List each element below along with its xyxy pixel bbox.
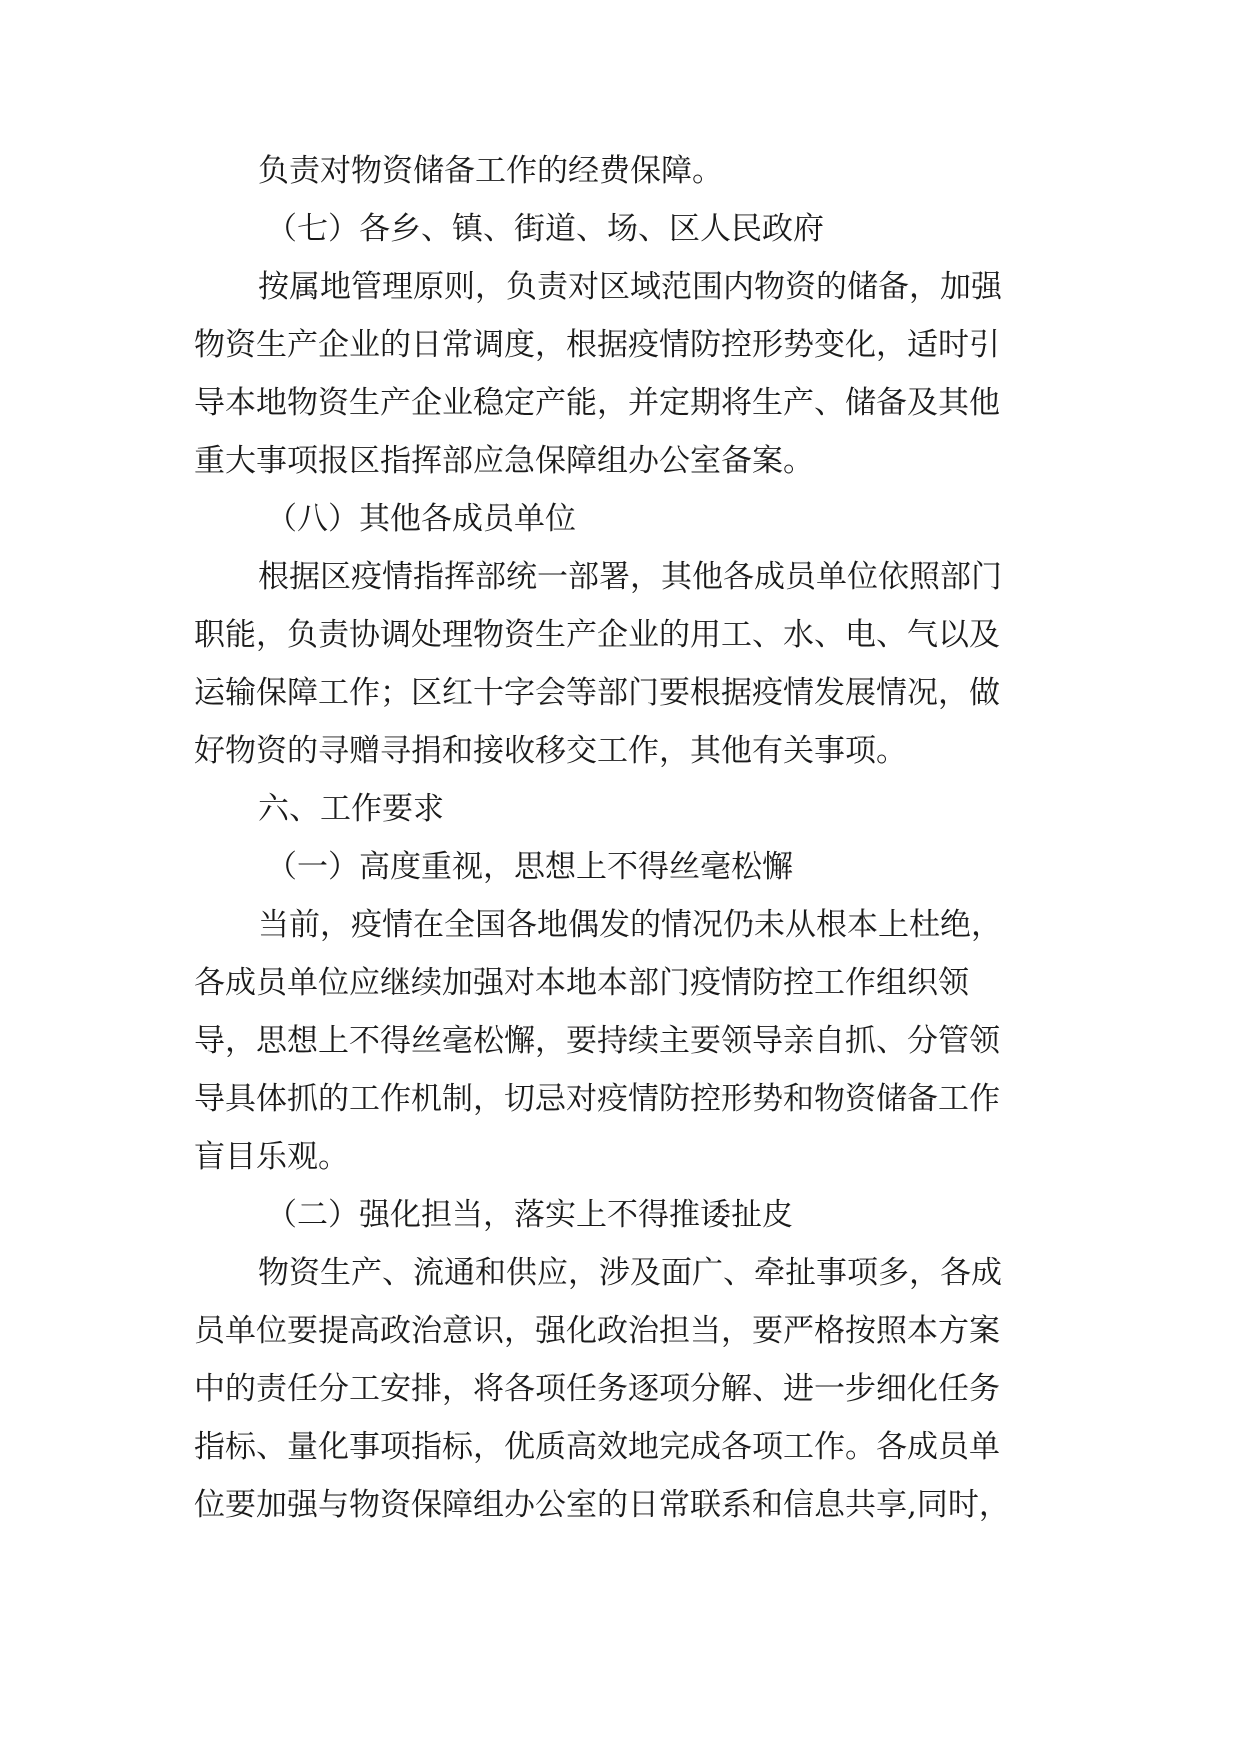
paragraph-line: 职能，负责协调处理物资生产企业的用工、水、电、气以及 — [194, 617, 1000, 653]
paragraph-line: 导本地物资生产企业稳定产能，并定期将生产、储备及其他 — [194, 385, 1000, 421]
paragraph-line: 物资生产企业的日常调度，根据疫情防控形势变化，适时引 — [194, 327, 1000, 363]
paragraph-line: 重大事项报区指挥部应急保障组办公室备案。 — [194, 443, 814, 479]
paragraph-line: 运输保障工作；区红十字会等部门要根据疫情发展情况，做 — [194, 675, 1000, 711]
paragraph-line: 根据区疫情指挥部统一部署，其他各成员单位依照部门 — [258, 559, 1002, 595]
paragraph-line: 中的责任分工安排，将各项任务逐项分解、进一步细化任务 — [194, 1371, 1000, 1407]
paragraph-line: 负责对物资储备工作的经费保障。 — [258, 153, 723, 189]
paragraph-line: 各成员单位应继续加强对本地本部门疫情防控工作组织领 — [194, 965, 969, 1001]
paragraph-line: 位要加强与物资保障组办公室的日常联系和信息共享,同时， — [194, 1487, 1010, 1523]
paragraph-line: 盲目乐观。 — [194, 1139, 349, 1175]
section-heading: （二）强化担当，落实上不得推诿扯皮 — [266, 1197, 793, 1233]
paragraph-line: 好物资的寻赠寻捐和接收移交工作，其他有关事项。 — [194, 733, 907, 769]
paragraph-line: 指标、量化事项指标，优质高效地完成各项工作。各成员单 — [194, 1429, 1000, 1465]
section-heading: （七）各乡、镇、街道、场、区人民政府 — [266, 211, 824, 247]
paragraph-line: 导具体抓的工作机制，切忌对疫情防控形势和物资储备工作 — [194, 1081, 1000, 1117]
paragraph-line: 物资生产、流通和供应，涉及面广、牵扯事项多，各成 — [258, 1255, 1002, 1291]
paragraph-line: 当前，疫情在全国各地偶发的情况仍未从根本上杜绝， — [258, 907, 1002, 943]
section-heading: （八）其他各成员单位 — [266, 501, 576, 537]
section-heading: （一）高度重视，思想上不得丝毫松懈 — [266, 849, 793, 885]
paragraph-line: 按属地管理原则，负责对区域范围内物资的储备，加强 — [258, 269, 1002, 305]
section-heading: 六、工作要求 — [258, 791, 444, 827]
paragraph-line: 员单位要提高政治意识，强化政治担当，要严格按照本方案 — [194, 1313, 1000, 1349]
paragraph-line: 导，思想上不得丝毫松懈，要持续主要领导亲自抓、分管领 — [194, 1023, 1000, 1059]
